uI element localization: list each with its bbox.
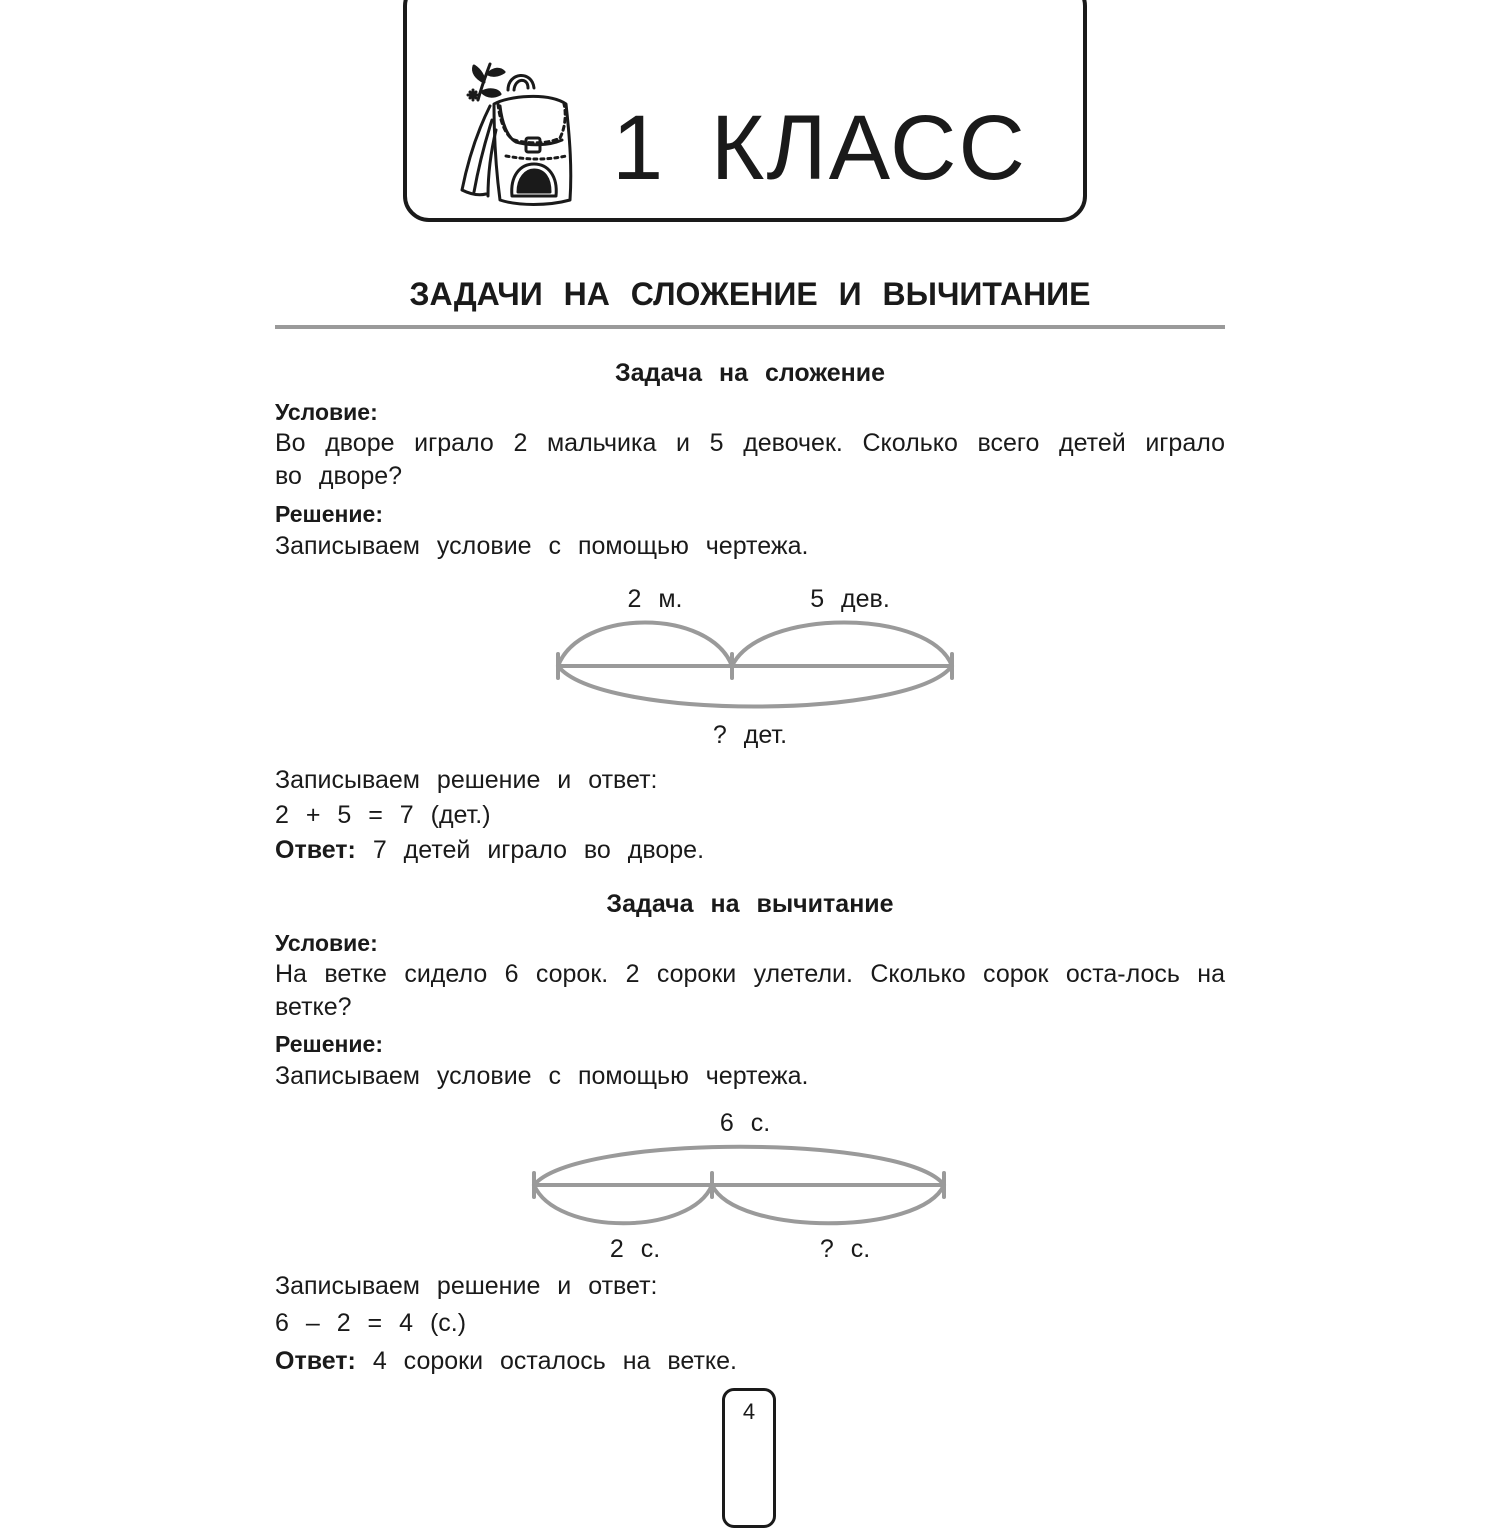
addition-condition-label: Условие: [275, 399, 378, 425]
subtraction-equation: 6 – 2 = 4 (с.) [275, 1309, 467, 1337]
subtraction-answer-text: 4 сороки осталось на ветке. [372, 1347, 737, 1375]
subtraction-solution-label: Решение: [275, 1031, 384, 1057]
addition-total-label: ? дет. [712, 721, 788, 749]
subtraction-solution-intro: Записываем условие с помощью чертежа. [275, 1062, 809, 1090]
subtraction-part1-label: 2 с. [609, 1235, 661, 1263]
page-number-tab [722, 1388, 776, 1528]
addition-condition-text: Во дворе играло 2 мальчика и 5 девочек. Сколько всего детей играло во дворе? [275, 429, 1225, 490]
subtraction-answer-label: Ответ: [275, 1347, 356, 1375]
subtraction-answer [275, 1345, 737, 1378]
addition-task-title: Задача на сложение [614, 359, 886, 387]
backpack-icon [448, 60, 588, 210]
subtraction-part2-label: ? с. [819, 1235, 871, 1263]
addition-part1-label: 2 м. [627, 585, 683, 613]
subtraction-task-title: Задача на вычитание [606, 890, 894, 918]
subtraction-condition-label: Условие: [275, 930, 378, 956]
addition-solution-label: Решение: [275, 501, 384, 527]
grade-title: 1 КЛАСС [612, 97, 1027, 199]
addition-record-text: Записываем решение и ответ: [275, 766, 658, 794]
addition-equation: 2 + 5 = 7 (дет.) [275, 801, 491, 829]
title-divider [275, 325, 1225, 329]
section-title: ЗАДАЧИ НА СЛОЖЕНИЕ И ВЫЧИТАНИЕ [409, 276, 1091, 312]
addition-segment-diagram [540, 612, 970, 722]
page-number: 4 [742, 1399, 756, 1424]
addition-answer-text: 7 детей играло во дворе. [372, 836, 705, 864]
addition-part2-label: 5 дев. [810, 585, 890, 613]
subtraction-condition-text: На ветке сидело 6 сорок. 2 сороки улетели. Сколько сорок оста-лось на ветке? [275, 960, 1225, 1021]
addition-answer-label: Ответ: [275, 836, 356, 864]
subtraction-record-text: Записываем решение и ответ: [275, 1272, 658, 1300]
addition-answer [275, 834, 704, 867]
subtraction-total-label: 6 с. [719, 1109, 771, 1137]
addition-solution-intro: Записываем условие с помощью чертежа. [275, 532, 809, 560]
subtraction-segment-diagram [516, 1136, 966, 1236]
